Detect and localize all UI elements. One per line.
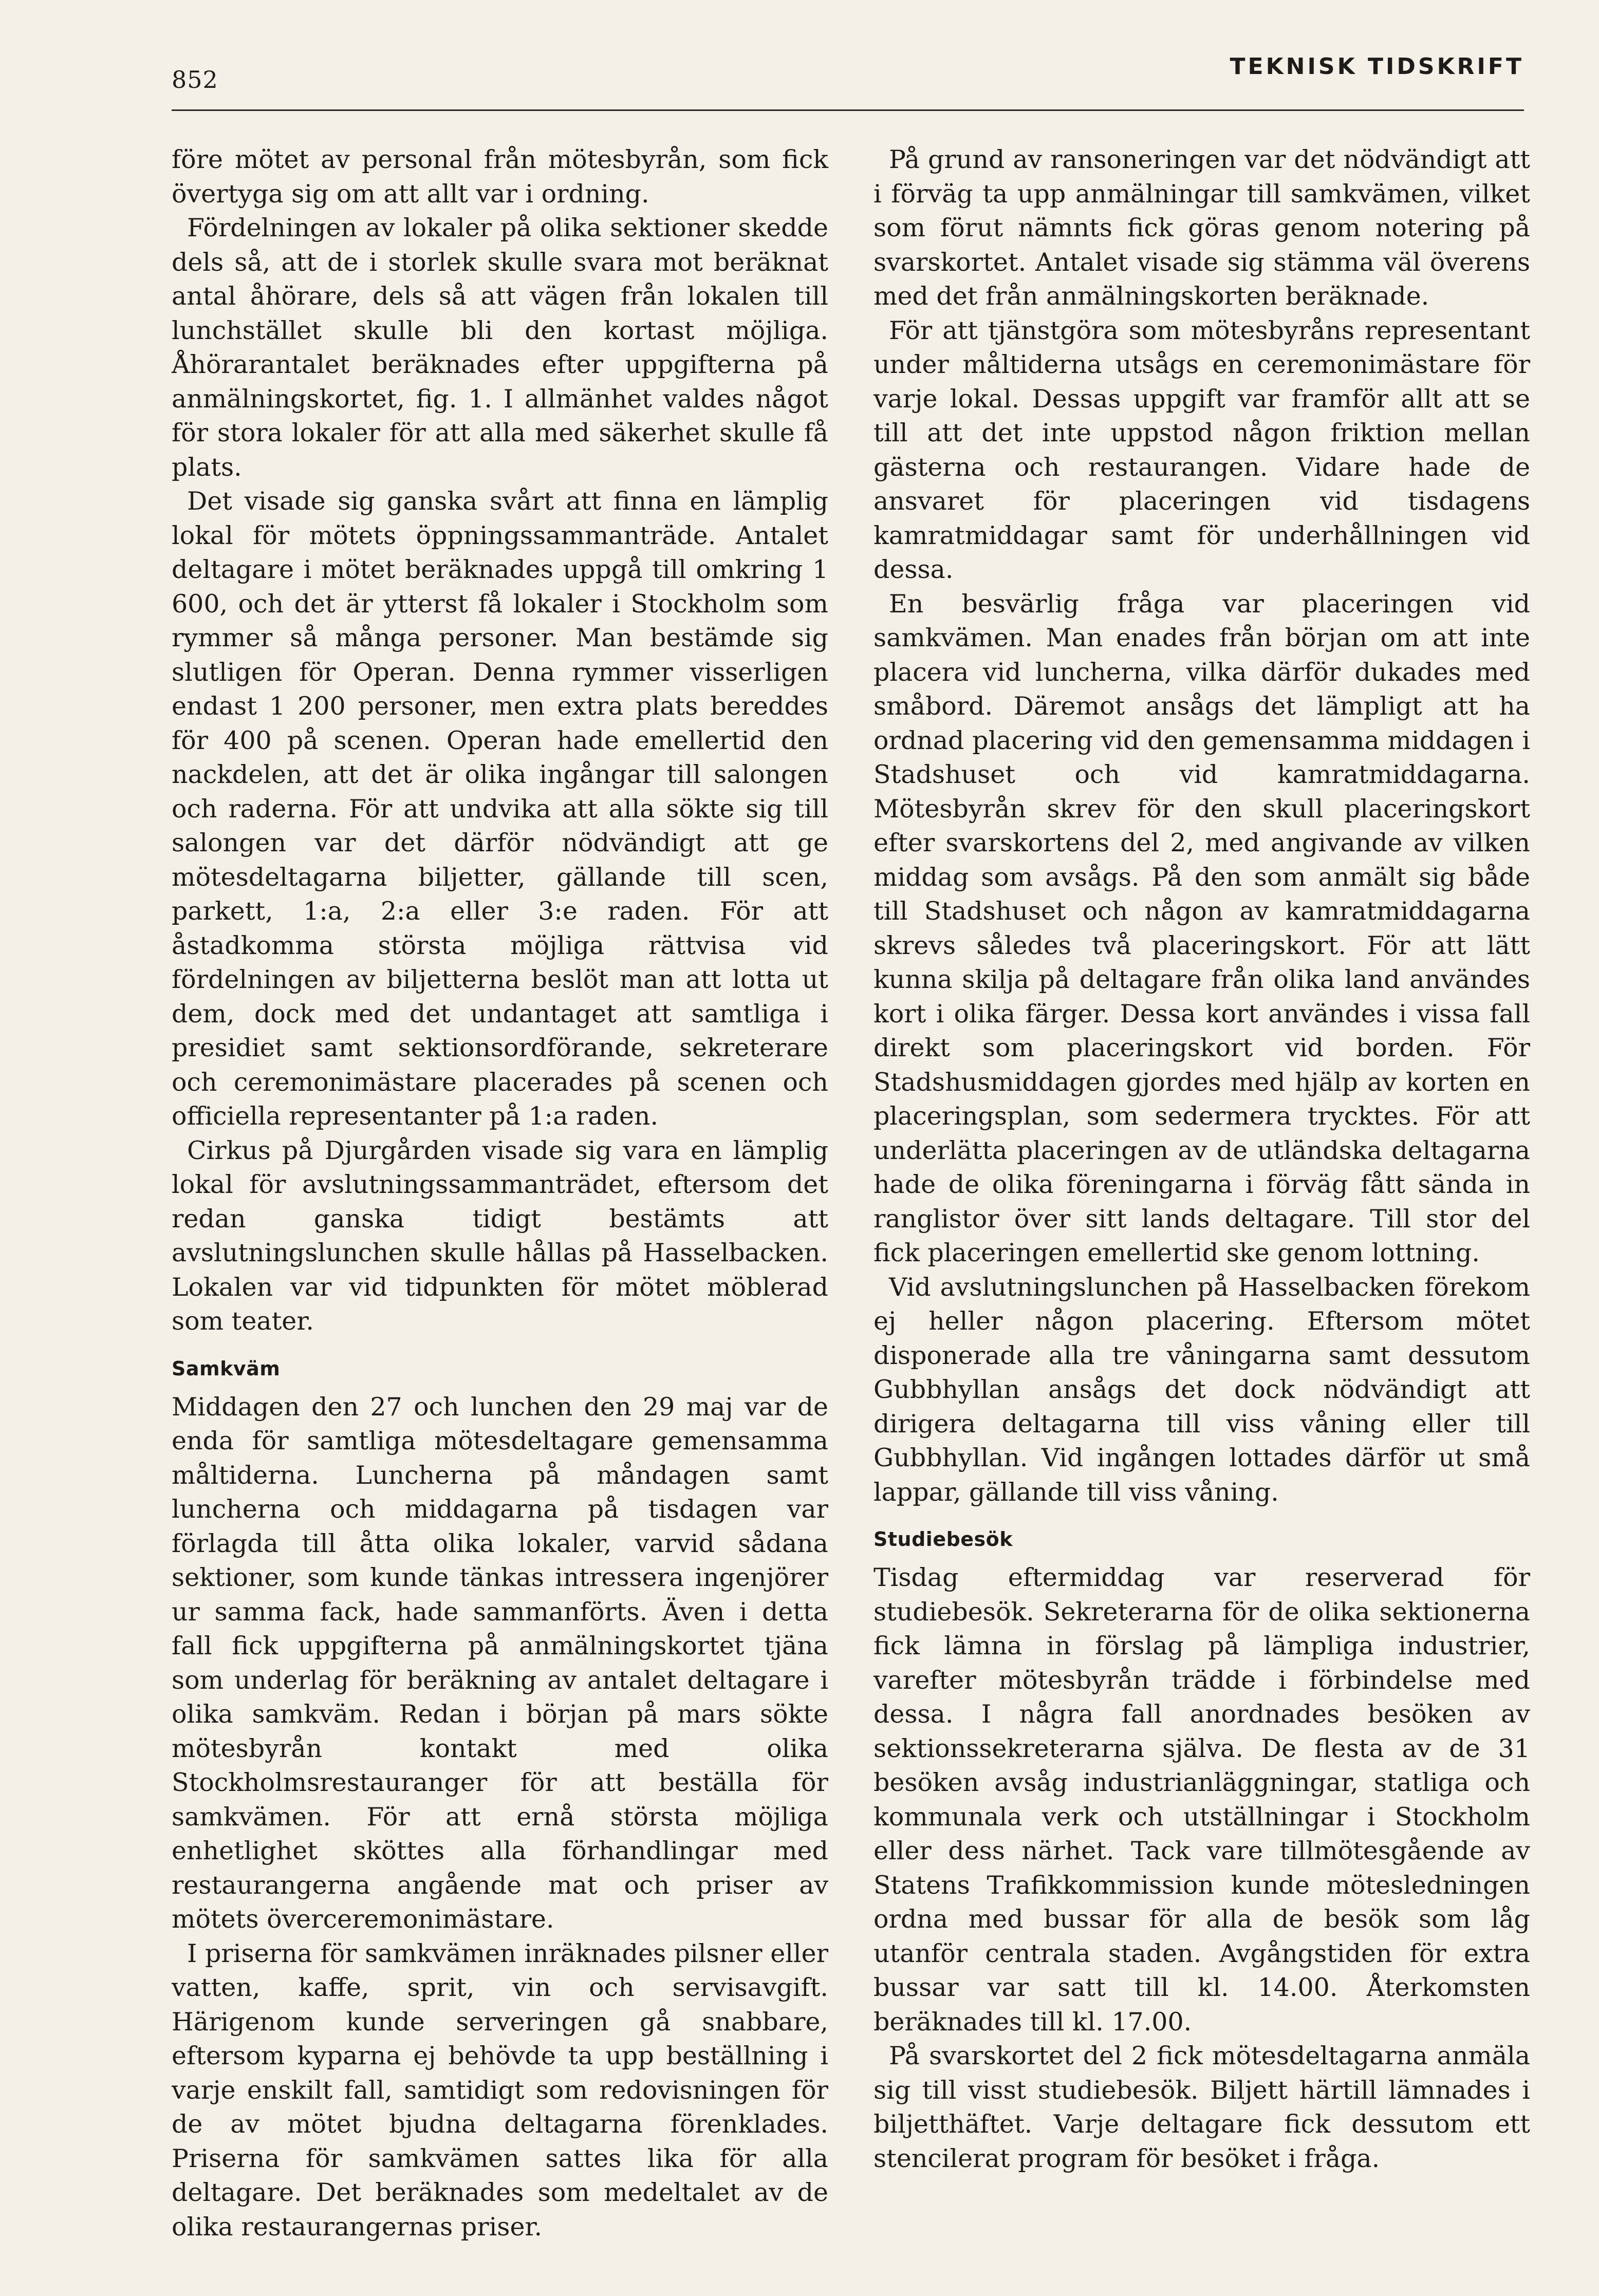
paragraph: Middagen den 27 och lunchen den 29 maj var de enda för samtliga mötesdeltagare gemensamma måltiderna. Luncherna på måndagen samt luncherna och middagarna på tisdagen var förlagda till åtta olika lokaler, varvid sådana sektioner, som kunde tänkas intressera ingenjörer ur samma fack, hade sammanförts. Även i detta fall fick uppgifterna på anmälningskortet tjäna som underlag för beräkning av antalet deltagare i olika samkväm. Redan i början på mars sökte mötesbyrån kontakt med olika Stockholmsrestauranger för att beställa för samkvämen. För att ernå största möjliga enhetlighet sköttes alla förhandlingar med restaurangerna angående mat och priser av mötets överceremonimästare.: [172, 1392, 828, 1934]
paragraph: Fördelningen av lokaler på olika sektioner skedde dels så, att de i storlek skulle svara mot beräknat antal åhörare, dels så att vägen från lokalen till lunchstället skulle bli den kortast möjliga. Åhörarantalet beräknades efter uppgifterna på anmälningskortet, fig. 1. I allmänhet valdes något för stora lokaler för att alla med säkerhet skulle få plats.: [172, 213, 828, 482]
header-rule: [172, 109, 1524, 111]
paragraph: Det visade sig ganska svårt att finna en lämplig lokal för mötets öppningssammanträde. Antalet deltagare i mötet beräknades uppgå till omkring 1 600, och det är ytterst få lokaler i Stockholm som rymmer så många personer. Man bestämde sig slutligen för Operan. Denna rymmer visserligen endast 1 200 personer, men extra plats bereddes för 400 på scenen. Operan hade emellertid den nackdelen, att det är olika ingångar till salongen och raderna. För att undvika att alla sökte sig till salongen var det därför nödvändigt att ge mötesdeltagarna biljetter, gällande till scen, parkett, 1:a, 2:a eller 3:e raden. För att åstadkomma största möjliga rättvisa vid fördelningen av biljetterna beslöt man att lotta ut dem, dock med det undantaget att samtliga i presidiet samt sektionsordförande, sekreterare och ceremonimästare placerades på scenen och officiella representanter på 1:a raden.: [172, 487, 828, 1131]
paragraph: För att tjänstgöra som mötesbyråns representant under måltiderna utsågs en ceremonimästare för varje lokal. Dessas uppgift var framför allt att se till att det inte uppstod någon friktion mellan gästerna och restaurangen. Vidare hade de ansvaret för placeringen vid tisdagens kamratmiddagar samt för underhållningen vid dessa.: [873, 315, 1530, 584]
section-heading-studiebesok: Studiebesök: [873, 1528, 1013, 1551]
section-heading-samkvam: Samkväm: [172, 1357, 281, 1380]
page-number: 852: [172, 66, 218, 94]
paragraph: I priserna för samkvämen inräknades pilsner eller vatten, kaffe, sprit, vin och servisavgift. Härigenom kunde serveringen gå snabbare, eftersom kyparna ej behövde ta upp beställning i varje enskilt fall, samtidigt som redovisningen för de av mötet bjudna deltagarna förenklades. Priserna för samkvämen sattes lika för alla deltagare. Det beräknades som medeltalet av de olika restaurangernas priser.: [172, 1938, 828, 2242]
right-column: [873, 143, 1530, 2176]
left-column: [172, 143, 828, 2244]
paragraph: Cirkus på Djurgården visade sig vara en lämplig lokal för avslutningssammanträdet, eftersom det redan ganska tidigt bestämts att avslutningslunchen skulle hållas på Hasselbacken. Lokalen var vid tidpunkten för mötet möblerad som teater.: [172, 1135, 828, 1336]
journal-title: TEKNISK TIDSKRIFT: [1230, 53, 1524, 80]
paragraph: En besvärlig fråga var placeringen vid samkvämen. Man enades från början om att inte placera vid luncherna, vilka därför dukades med småbord. Däremot ansågs det lämpligt att ha ordnad placering vid den gemensamma middagen i Stadshuset och vid kamratmiddagarna. Mötesbyrån skrev för den skull placeringskort efter svarskortens del 2, med angivande av vilken middag som avsågs. På den som anmält sig både till Stadshuset och någon av kamratmiddagarna skrevs således två placeringskort. För att lätt kunna skilja på deltagare från olika land användes kort i olika färger. Dessa kort användes i vissa fall direkt som placeringskort vid borden. För Stadshusmiddagen gjordes med hjälp av korten en placeringsplan, som sedermera trycktes. För att underlätta placeringen av de utländska deltagarna hade de olika föreningarna i förväg fått sända in ranglistor över sitt lands deltagare. Till stor del fick placeringen emellertid ske genom lottning.: [873, 589, 1530, 1267]
paragraph: På grund av ransoneringen var det nödvändigt att i förväg ta upp anmälningar till samkvämen, vilket som förut nämnts fick göras genom notering på svarskortet. Antalet visade sig stämma väl överens med det från anmälningskorten beräknade.: [873, 145, 1530, 311]
paragraph: Vid avslutningslunchen på Hasselbacken förekom ej heller någon placering. Eftersom mötet disponerade alla tre våningarna samt dessutom Gubbhyllan ansågs det dock nödvändigt att dirigera deltagarna till viss våning eller till Gubbhyllan. Vid ingången lottades därför ut små lappar, gällande till viss våning.: [873, 1272, 1530, 1507]
paragraph: Tisdag eftermiddag var reserverad för studiebesök. Sekreterarna för de olika sektionerna fick lämna in förslag på lämpliga industrier, varefter mötesbyrån trädde i förbindelse med dessa. I några fall anordnades besöken av sektionssekreterarna själva. De flesta av de 31 besöken avsåg industrianläggningar, statliga och kommunala verk och utställningar i Stockholm eller dess närhet. Tack vare tillmötesgående av Statens Trafikkommission kunde mötesledningen ordna med bussar för alla de besök som låg utanför centrala staden. Avgångstiden för extra bussar var satt till kl. 14.00. Återkomsten beräknades till kl. 17.00.: [873, 1563, 1530, 2037]
paragraph: före mötet av personal från mötesbyrån, som fick övertyga sig om att allt var i ordning.: [172, 145, 828, 209]
paragraph: På svarskortet del 2 fick mötesdeltagarna anmäla sig till visst studiebesök. Biljett härtill lämnades i biljetthäftet. Varje deltagare fick dessutom ett stencilerat program för besöket i fråga.: [873, 2041, 1530, 2173]
